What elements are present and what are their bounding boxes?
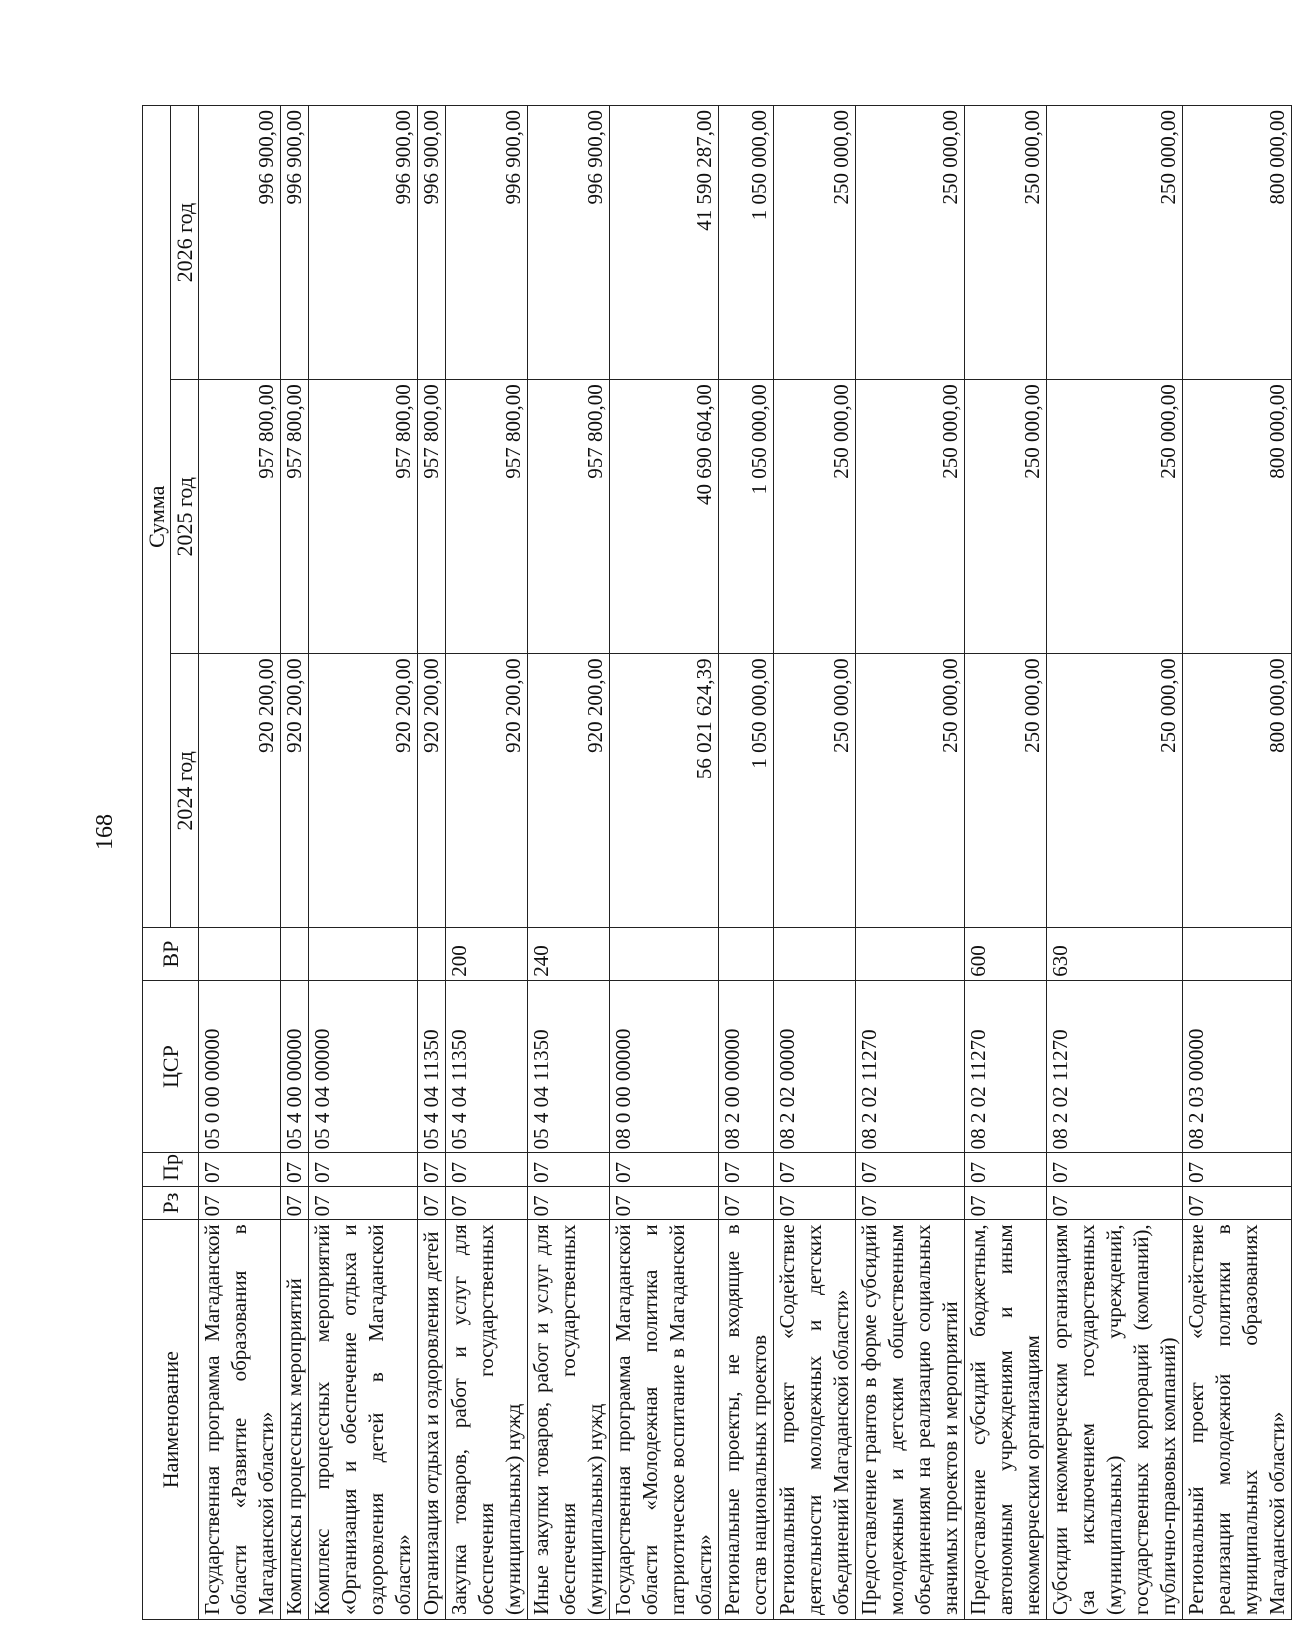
row-name: Комплекс процессных мероприятий «Организация и обеспечение отдыха и оздоровления детей в Магаданской области» [309,1220,418,1620]
row-sum-2024: 250 000,00 [965,654,1047,928]
row-sum-2026: 250 000,00 [1047,106,1183,380]
row-name: Государственная программа Магаданской области «Молодежная политика и патриотическое воспитание в Магаданской области» [610,1220,719,1620]
row-name: Закупка товаров, работ и услуг для обеспечения государственных (муниципальных) нужд [446,1220,528,1620]
row-rz: 07 [528,1186,610,1219]
page-number: 168 [91,814,118,850]
row-sum-2025: 957 800,00 [446,380,528,654]
row-sum-2026: 800 000,00 [1183,106,1292,380]
row-sum-2024: 250 000,00 [856,654,965,928]
row-vr [1183,928,1292,980]
row-name: Предоставление грантов в форме субсидий молодежным и детским общественным объединениям на реализацию социальных значимых проектов и мероприятий [856,1220,965,1620]
table-row [199,106,281,1620]
row-csr: 05 4 04 11350 [528,980,610,1153]
row-sum-2025: 40 690 604,00 [610,380,719,654]
table-row [446,106,528,1620]
row-sum-2026: 250 000,00 [965,106,1047,380]
header-csr: ЦСР [143,980,199,1153]
header-vr: ВР [143,928,199,980]
row-sum-2024: 250 000,00 [774,654,856,928]
row-pr: 07 [610,1153,719,1186]
row-vr [719,928,774,980]
row-vr [610,928,719,980]
row-sum-2026: 996 900,00 [418,106,446,380]
table-body [199,106,1292,1620]
table-row [281,106,309,1620]
row-rz: 07 [446,1186,528,1219]
table-row [418,106,446,1620]
row-vr: 600 [965,928,1047,980]
row-vr [199,928,281,980]
row-sum-2024: 920 200,00 [309,654,418,928]
row-pr: 07 [1183,1153,1292,1186]
row-name: Субсидии некоммерческим организациям (за исключением государственных (муниципальных) учреждений, государственных корпораций (компаний), публично-правовых компаний) [1047,1220,1183,1620]
row-rz: 07 [610,1186,719,1219]
row-rz: 07 [774,1186,856,1219]
row-pr: 07 [309,1153,418,1186]
row-sum-2025: 250 000,00 [856,380,965,654]
row-csr: 05 4 04 11350 [446,980,528,1153]
row-pr: 07 [199,1153,281,1186]
row-vr: 200 [446,928,528,980]
row-pr: 07 [1047,1153,1183,1186]
row-rz: 07 [965,1186,1047,1219]
row-sum-2024: 920 200,00 [446,654,528,928]
row-pr: 07 [281,1153,309,1186]
row-sum-2024: 920 200,00 [528,654,610,928]
row-sum-2025: 957 800,00 [528,380,610,654]
row-sum-2025: 957 800,00 [309,380,418,654]
row-sum-2025: 250 000,00 [965,380,1047,654]
row-sum-2025: 250 000,00 [774,380,856,654]
row-rz: 07 [199,1186,281,1219]
row-vr: 240 [528,928,610,980]
table-row [856,106,965,1620]
row-sum-2026: 250 000,00 [856,106,965,380]
row-sum-2026: 996 900,00 [199,106,281,380]
row-sum-2026: 250 000,00 [774,106,856,380]
row-pr: 07 [418,1153,446,1186]
table-row [1183,106,1292,1620]
row-sum-2025: 1 050 000,00 [719,380,774,654]
row-csr: 05 4 04 00000 [309,980,418,1153]
table-row [719,106,774,1620]
row-vr [281,928,309,980]
header-2024: 2024 год [171,654,199,928]
header-rz: Рз [143,1186,199,1219]
row-vr [856,928,965,980]
row-name: Предоставление субсидий бюджетным, автономным учреждениям и иным некоммерческим организациям [965,1220,1047,1620]
row-vr [418,928,446,980]
row-sum-2026: 996 900,00 [528,106,610,380]
row-sum-2026: 1 050 000,00 [719,106,774,380]
row-sum-2025: 957 800,00 [418,380,446,654]
table-row [965,106,1047,1620]
row-rz: 07 [1183,1186,1292,1219]
table-row [610,106,719,1620]
row-pr: 07 [856,1153,965,1186]
row-rz: 07 [281,1186,309,1219]
row-name: Организация отдыха и оздоровления детей [418,1220,446,1620]
row-sum-2024: 250 000,00 [1047,654,1183,928]
header-pr: Пр [143,1153,199,1186]
row-sum-2025: 957 800,00 [199,380,281,654]
row-pr: 07 [446,1153,528,1186]
row-csr: 05 4 04 11350 [418,980,446,1153]
row-csr: 08 2 00 00000 [719,980,774,1153]
row-csr: 05 0 00 00000 [199,980,281,1153]
row-csr: 08 2 03 00000 [1183,980,1292,1153]
row-vr [774,928,856,980]
row-name: Комплексы процессных мероприятий [281,1220,309,1620]
row-sum-2024: 1 050 000,00 [719,654,774,928]
row-sum-2026: 996 900,00 [446,106,528,380]
row-rz: 07 [309,1186,418,1219]
row-sum-2024: 920 200,00 [281,654,309,928]
row-pr: 07 [528,1153,610,1186]
row-rz: 07 [418,1186,446,1219]
row-name: Региональный проект «Содействие деятельности молодежных и детских объединений Магаданской области» [774,1220,856,1620]
row-sum-2024: 920 200,00 [418,654,446,928]
row-pr: 07 [774,1153,856,1186]
row-pr: 07 [719,1153,774,1186]
row-name: Иные закупки товаров, работ и услуг для обеспечения государственных (муниципальных) нужд [528,1220,610,1620]
row-sum-2026: 996 900,00 [309,106,418,380]
row-sum-2026: 41 590 287,00 [610,106,719,380]
row-sum-2025: 957 800,00 [281,380,309,654]
row-name: Региональный проект «Содействие реализации молодежной политики в муниципальных образованиях Магаданской области» [1183,1220,1292,1620]
row-rz: 07 [856,1186,965,1219]
row-csr: 08 2 02 11270 [965,980,1047,1153]
row-csr: 08 2 02 00000 [774,980,856,1153]
budget-table [142,105,1292,1620]
row-vr: 630 [1047,928,1183,980]
header-2026: 2026 год [171,106,199,380]
header-2025: 2025 год [171,380,199,654]
row-pr: 07 [965,1153,1047,1186]
row-sum-2025: 250 000,00 [1047,380,1183,654]
row-sum-2026: 996 900,00 [281,106,309,380]
header-sum: Сумма [143,106,171,928]
row-csr: 08 2 02 11270 [856,980,965,1153]
row-sum-2024: 800 000,00 [1183,654,1292,928]
row-vr [309,928,418,980]
row-sum-2024: 920 200,00 [199,654,281,928]
header-name: Наименование [143,1220,199,1620]
row-rz: 07 [719,1186,774,1219]
row-sum-2025: 800 000,00 [1183,380,1292,654]
row-csr: 08 2 02 11270 [1047,980,1183,1153]
table-row [774,106,856,1620]
row-sum-2024: 56 021 624,39 [610,654,719,928]
table-row [1047,106,1183,1620]
budget-table-container [142,105,1289,1620]
table-row [528,106,610,1620]
row-name: Государственная программа Магаданской области «Развитие образования в Магаданской области» [199,1220,281,1620]
row-csr: 08 0 00 00000 [610,980,719,1153]
row-rz: 07 [1047,1186,1183,1219]
row-csr: 05 4 00 00000 [281,980,309,1153]
table-row [309,106,418,1620]
row-name: Региональные проекты, не входящие в состав национальных проектов [719,1220,774,1620]
